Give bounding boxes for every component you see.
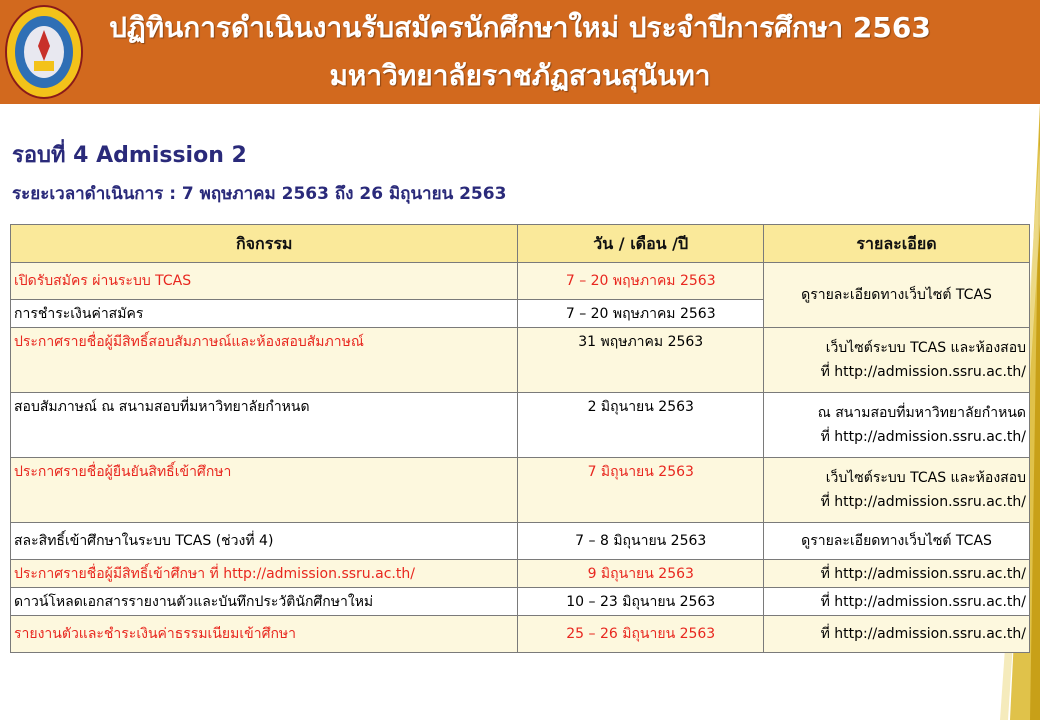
row-date: 10 – 23 มิถุนายน 2563 <box>518 588 764 616</box>
table-row <box>11 523 1030 560</box>
detail-line1: เว็บไซต์ระบบ TCAS และห้องสอบ <box>825 470 1026 486</box>
schedule-table <box>10 224 1030 653</box>
row-detail: ดูรายละเอียดทางเว็บไซต์ TCAS <box>764 523 1030 560</box>
table-row <box>11 263 1030 300</box>
row-activity: รายงานตัวและชำระเงินค่าธรรมเนียมเข้าศึกษา <box>11 616 518 653</box>
detail-line1: ณ สนามสอบที่มหาวิทยาลัยกำหนด <box>817 405 1026 421</box>
table-row <box>11 458 1030 523</box>
detail-line2: ที่ http://admission.ssru.ac.th/ <box>820 364 1026 380</box>
detail-line1: เว็บไซต์ระบบ TCAS และห้องสอบ <box>825 340 1026 356</box>
row-activity: ประกาศรายชื่อผู้มีสิทธิ์เข้าศึกษา ที่ http://admission.ssru.ac.th/ <box>11 560 518 588</box>
row-detail: ที่ http://admission.ssru.ac.th/ <box>764 560 1030 588</box>
row-date: 7 – 8 มิถุนายน 2563 <box>518 523 764 560</box>
table-header-row <box>11 225 1030 263</box>
row-date: 31 พฤษภาคม 2563 <box>518 328 764 393</box>
detail-line2: ที่ http://admission.ssru.ac.th/ <box>820 429 1026 445</box>
row-date: 7 – 20 พฤษภาคม 2563 <box>518 300 764 328</box>
detail-line2: ที่ http://admission.ssru.ac.th/ <box>820 494 1026 510</box>
row-activity: ดาวน์โหลดเอกสารรายงานตัวและบันทึกประวัตินักศึกษาใหม่ <box>11 588 518 616</box>
period-text: ระยะเวลาดำเนินการ : 7 พฤษภาคม 2563 ถึง 26 มิถุนายน 2563 <box>12 184 507 204</box>
row-date: 7 – 20 พฤษภาคม 2563 <box>518 263 764 300</box>
header-banner <box>0 0 1040 104</box>
table-row <box>11 393 1030 458</box>
header-activity: กิจกรรม <box>11 225 518 263</box>
row-detail <box>764 458 1030 523</box>
row-activity: การชำระเงินค่าสมัคร <box>11 300 518 328</box>
row-activity: เปิดรับสมัคร ผ่านระบบ TCAS <box>11 263 518 300</box>
table-row <box>11 328 1030 393</box>
row-date: 9 มิถุนายน 2563 <box>518 560 764 588</box>
row-activity: ประกาศรายชื่อผู้มีสิทธิ์สอบสัมภาษณ์และห้องสอบสัมภาษณ์ <box>11 328 518 393</box>
round-title: รอบที่ 4 Admission 2 <box>12 143 247 168</box>
row-activity: สละสิทธิ์เข้าศึกษาในระบบ TCAS (ช่วงที่ 4) <box>11 523 518 560</box>
row-detail: ที่ http://admission.ssru.ac.th/ <box>764 588 1030 616</box>
row-detail: ดูรายละเอียดทางเว็บไซต์ TCAS <box>764 263 1030 328</box>
row-date: 2 มิถุนายน 2563 <box>518 393 764 458</box>
row-activity: ประกาศรายชื่อผู้ยืนยันสิทธิ์เข้าศึกษา <box>11 458 518 523</box>
header-detail: รายละเอียด <box>764 225 1030 263</box>
row-date: 25 – 26 มิถุนายน 2563 <box>518 616 764 653</box>
row-detail <box>764 393 1030 458</box>
row-activity: สอบสัมภาษณ์ ณ สนามสอบที่มหาวิทยาลัยกำหนด <box>11 393 518 458</box>
row-detail: ที่ http://admission.ssru.ac.th/ <box>764 616 1030 653</box>
table-row <box>11 616 1030 653</box>
row-detail <box>764 328 1030 393</box>
page-title-line2: มหาวิทยาลัยราชภัฏสวนสุนันทา <box>329 59 711 92</box>
row-date: 7 มิถุนายน 2563 <box>518 458 764 523</box>
table-row <box>11 560 1030 588</box>
page-title-line1: ปฏิทินการดำเนินงานรับสมัครนักศึกษาใหม่ ประจำปีการศึกษา 2563 <box>109 11 931 44</box>
header-date: วัน / เดือน /ปี <box>518 225 764 263</box>
table-row <box>11 588 1030 616</box>
